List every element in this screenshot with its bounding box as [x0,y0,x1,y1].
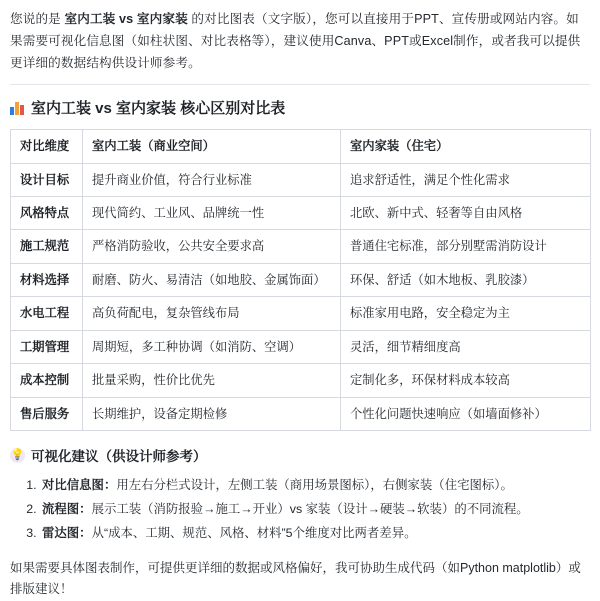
table-cell-dimension: 水电工程 [11,297,83,330]
intro-paragraph [10,8,590,74]
table-header-cell: 室内工装（商业空间） [83,130,341,163]
advice-list [10,473,590,546]
table-header-cell: 对比维度 [11,130,83,163]
table-row [11,230,591,263]
table-header-cell: 室内家装（住宅） [341,130,591,163]
comparison-section-title: 室内工装 vs 室内家装 核心区别对比表 [31,100,286,118]
list-item [40,497,590,521]
advice-item-label: 流程图： [42,502,92,517]
table-cell-commercial: 提升商业价值，符合行业标准 [83,163,341,196]
table-row [11,263,591,296]
table-cell-dimension: 工期管理 [11,330,83,363]
intro-bold-phrase: 室内工装 vs 室内家装 [64,12,188,26]
table-row [11,163,591,196]
table-cell-dimension: 设计目标 [11,163,83,196]
table-cell-dimension: 成本控制 [11,364,83,397]
advice-section-heading [10,445,590,465]
intro-text-before: 您说的是 [10,12,65,26]
advice-item-text: 从“成本、工期、规范、风格、材料”5个维度对比两者差异。 [91,526,417,541]
table-row [11,330,591,363]
advice-item-label: 对比信息图： [42,478,117,493]
table-cell-commercial: 高负荷配电，复杂管线布局 [83,297,341,330]
table-cell-residential: 普通住宅标准，部分别墅需消防设计 [341,230,591,263]
table-cell-residential: 北欧、新中式、轻奢等自由风格 [341,196,591,229]
table-cell-commercial: 严格消防验收，公共安全要求高 [83,230,341,263]
table-cell-dimension: 施工规范 [11,230,83,263]
table-cell-residential: 标准家用电路，安全稳定为主 [341,297,591,330]
advice-section-title: 可视化建议（供设计师参考） [31,449,207,465]
advice-item-text: 用左右分栏式设计，左侧工装（商用场景图标），右侧家装（住宅图标）。 [116,478,513,493]
table-cell-commercial: 长期维护，设备定期检修 [83,397,341,430]
table-cell-residential: 环保、舒适（如木地板、乳胶漆） [341,263,591,296]
outro-paragraph: 如果需要具体图表制作，可提供更详细的数据或风格偏好，我可协助生成代码（如Python matplotlib）或排版建议！ [10,560,581,597]
intro-text-after: 的对比图表（文字版），您可以直接用于PPT、宣传册或网站内容。如果需要可视化信息图（如柱状图、对比表格等），建议使用Canva、PPT或Excel制作，或者我可以提供更详细的数据结构供设计师参考。 [10,12,581,71]
table-cell-commercial: 耐磨、防火、易清洁（如地胶、金属饰面） [83,263,341,296]
table-cell-dimension: 材料选择 [11,263,83,296]
table-cell-residential: 灵活，细节精细度高 [341,330,591,363]
table-cell-dimension: 风格特点 [11,196,83,229]
table-row [11,364,591,397]
table-row [11,297,591,330]
table-cell-residential: 个性化问题快速响应（如墙面修补） [341,397,591,430]
lightbulb-icon: 💡 [10,448,25,461]
list-item [40,473,590,497]
table-cell-commercial: 批量采购，性价比优先 [83,364,341,397]
table-cell-commercial: 周期短，多工种协调（如消防、空调） [83,330,341,363]
bar-chart-icon [10,101,25,115]
table-cell-commercial: 现代简约、工业风、品牌统一性 [83,196,341,229]
table-row [11,397,591,430]
table-cell-residential: 定制化多，环保材料成本较高 [341,364,591,397]
table-cell-residential: 追求舒适性，满足个性化需求 [341,163,591,196]
table-header-row [11,130,591,163]
table-row [11,196,591,229]
table-cell-dimension: 售后服务 [11,397,83,430]
comparison-section-heading [10,97,590,118]
comparison-table [10,129,591,431]
advice-item-label: 雷达图： [42,526,92,541]
section-divider-top [10,84,590,85]
advice-item-text: 展示工装（消防报验→施工→开业）vs 家装（设计→硬装→软装）的不同流程。 [91,502,529,517]
list-item [40,521,590,545]
